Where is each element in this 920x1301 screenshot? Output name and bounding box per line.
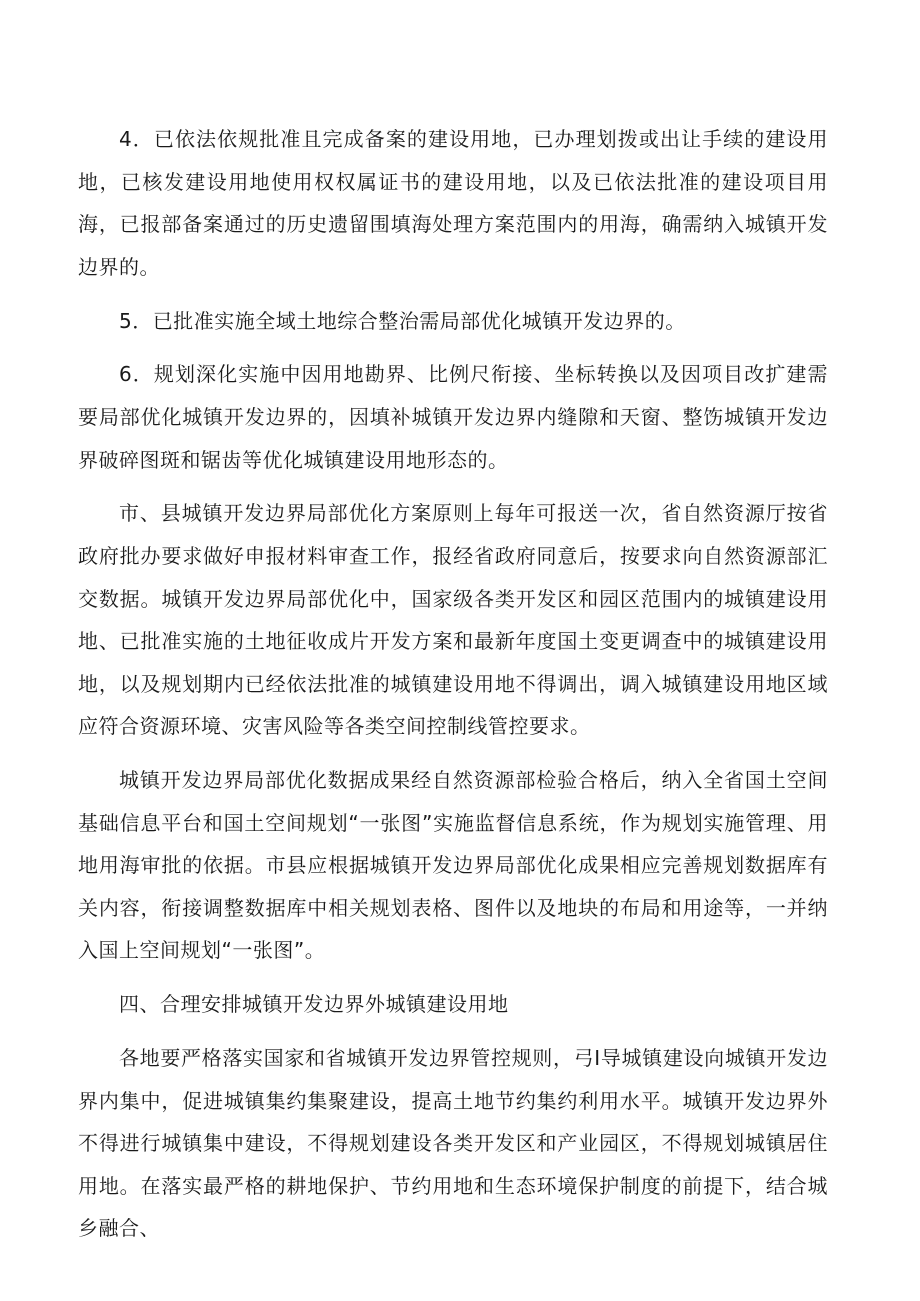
document-body: [78, 118, 828, 1250]
paragraph-data-results: 城镇开发边界局部优化数据成果经自然资源部检验合格后，纳入全省国土空间基础信息平台和国土空间规划“一张图”实施监督信息系统，作为规划实施管理、用地用海审批的依据。市县应根据城镇开发边界局部优化成果相应完善规划数据库有关内容，衔接调整数据库中相关规划表格、图件以及地块的布局和用途等，一并纳入国上空间规划“一张图”。: [78, 768, 828, 963]
paragraph-submission-rules: 市、县城镇开发边界局部优化方案原则上每年可报送一次，省自然资源厅按省政府批办要求做好申报材料审查工作，报经省政府同意后，按要求向自然资源部汇交数据。城镇开发边界局部优化中，国家级各类开发区和园区范围内的城镇建设用地、已批准实施的土地征收成片开发方案和最新年度国土变更调查中的城镇建设用地，以及规划期内已经依法批准的城镇建设用地不得调出，调入城镇建设用地区域应符合资源环境、灾害风险等各类空间控制线管控要求。: [78, 501, 828, 739]
paragraph-item-4: 4．已依法依规批准且完成备案的建设用地，已办理划拨或出让手续的建设用地，已核发建设用地使用权权属证书的建设用地，以及已依法批准的建设项目用海，已报部备案通过的历史遗留围填海处理方案范围内的用海，确需纳入城镇开发边界的。: [78, 127, 828, 279]
paragraph-outside-boundary: 各地要严格落实国家和省城镇开发边界管控规则，弓I导城镇建设向城镇开发边界内集中，促进城镇集约集聚建设，提高土地节约集约利用水平。城镇开发边界外不得进行城镇集中建设，不得规划建设各类开发区和产业园区，不得规划城镇居住用地。在落实最严格的耕地保护、节约用地和生态环境保护制度的前提下，结合城乡融合、: [78, 1046, 828, 1241]
paragraph-item-5: 5．已批准实施全域土地综合整治需局部优化城镇开发边界的。: [119, 308, 686, 333]
paragraph-item-6: 6．规划深化实施中因用地勘界、比例尺衔接、坐标转换以及因项目改扩建需要局部优化城镇开发边界的，因填补城镇开发边界内缝隙和天窗、整饬城镇开发边界破碎图斑和锯齿等优化城镇建设用地形态的。: [78, 362, 828, 472]
section-heading-four: 四、合理安排城镇开发边界外城镇建设用地: [119, 992, 509, 1017]
